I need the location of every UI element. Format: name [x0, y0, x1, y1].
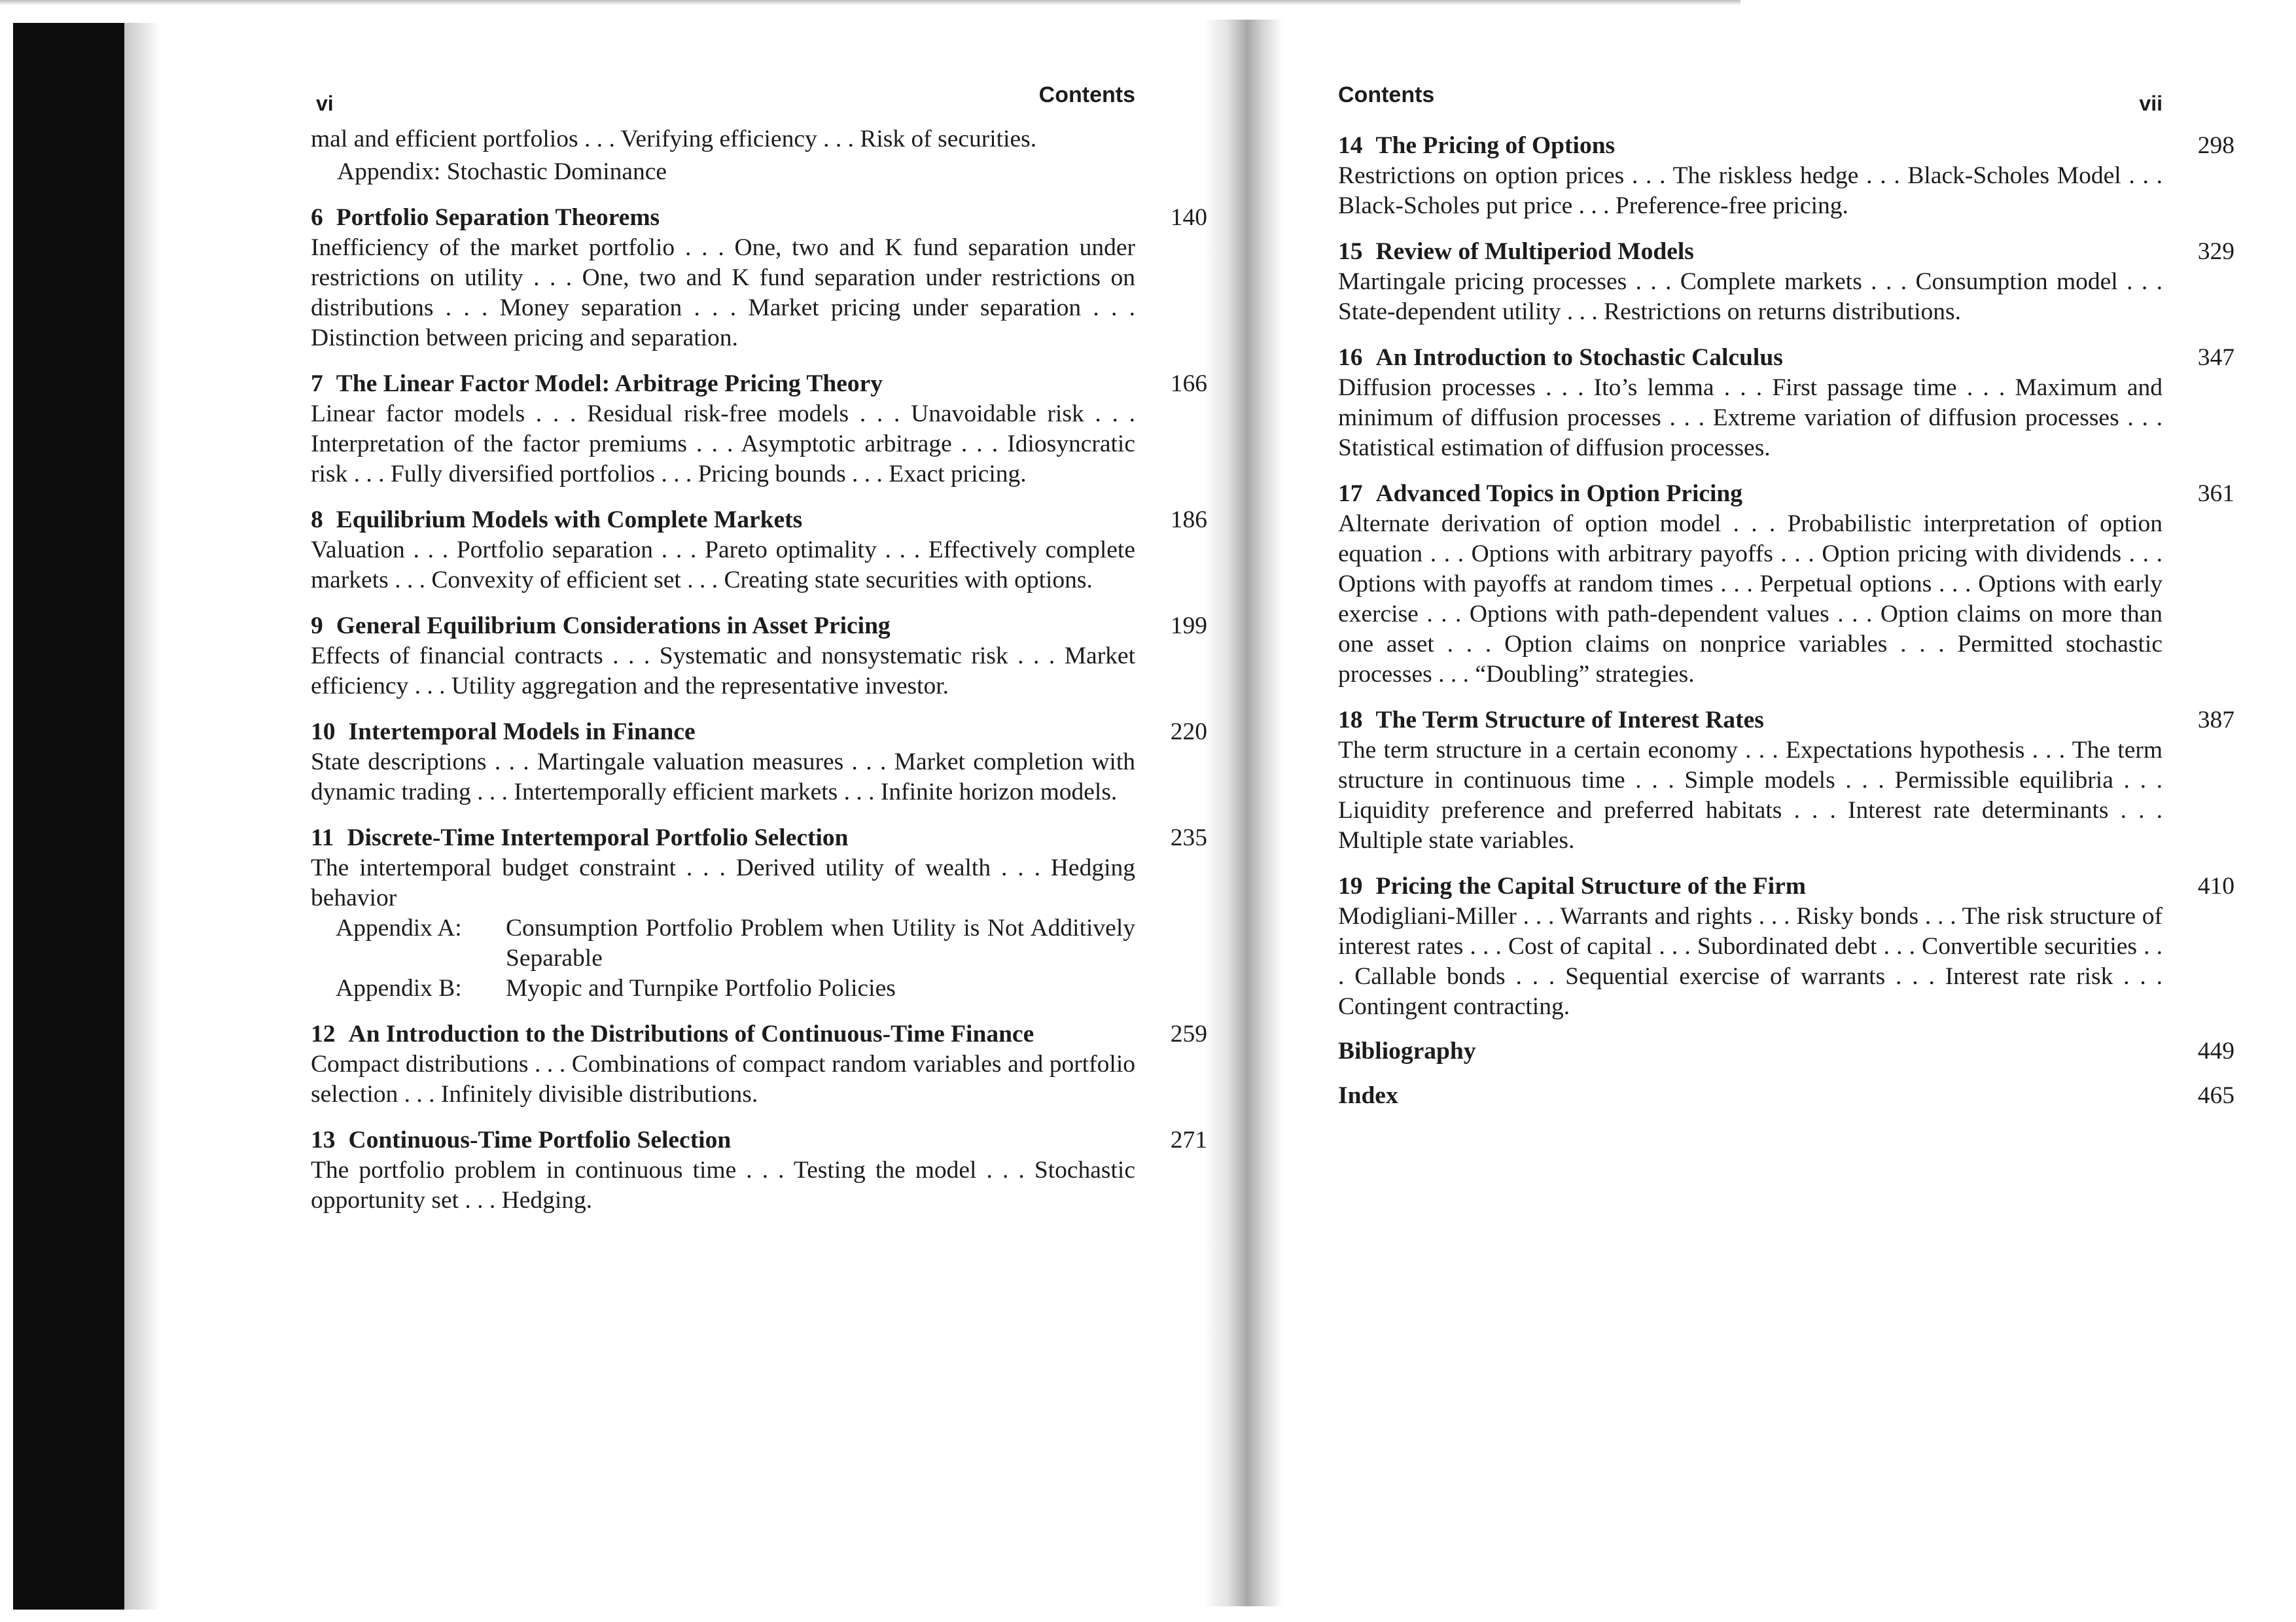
- chapter-summary: Alternate derivation of option model . . . Probabilistic interpretation of option equation . . . Options with arbitrary payoffs . . . Option pricing with dividends . . . Options with payoffs at random times . . . Perpetual options . . . Options with early exercise . . . Options with path-dependent values . . . Option claims on more than one asset . . . Option claims on nonprice variables . . . Permitted stochastic processes . . . “Doubling” strategies.: [1338, 510, 2163, 688]
- chapter-title: Review of Multiperiod Models: [1375, 238, 1694, 265]
- chapter-title: Advanced Topics in Option Pricing: [1375, 480, 1743, 507]
- toc-entry-ch15[interactable]: [1338, 237, 2234, 327]
- chapter-summary: Linear factor models . . . Residual risk-free models . . . Unavoidable risk . . . Interpretation of the factor premiums . . . Asymptotic arbitrage . . . Idiosyncratic risk . . . Fully diversified portfolios . . . Pricing bounds . . . Exact pricing.: [311, 400, 1135, 487]
- appendix-title: Myopic and Turnpike Portfolio Policies: [506, 975, 896, 1002]
- running-head-title: Contents: [1038, 82, 1135, 107]
- chapter-summary: Compact distributions . . . Combinations of compact random variables and portfolio selection . . . Infinitely divisible distributions.: [311, 1051, 1135, 1108]
- chapter-number: 15: [1338, 238, 1363, 265]
- toc-entry-bibliography[interactable]: [1338, 1036, 2234, 1067]
- appendix-label: Appendix A:: [336, 915, 462, 942]
- right-running-head: [1338, 72, 2163, 124]
- toc-entry-ch17[interactable]: [1338, 479, 2234, 690]
- chapter-page-number: 387: [2197, 707, 2234, 733]
- chapter-heading: [1338, 343, 2234, 373]
- toc-entry-ch13[interactable]: [311, 1125, 1207, 1216]
- chapter-number: 16: [1338, 344, 1363, 371]
- page-number-vii: vii: [2139, 92, 2163, 115]
- chapter-summary: Restrictions on option prices . . . The riskless hedge . . . Black-Scholes Model . . . Black-Scholes put price . . . Preference-free pricing.: [1338, 162, 2163, 219]
- appendix-label: Appendix B:: [336, 975, 462, 1002]
- page-number-vi: vi: [316, 92, 334, 115]
- chapter-title: Intertemporal Models in Finance: [348, 718, 696, 745]
- scan-binding-edge: [13, 23, 124, 1610]
- appendix-b: [336, 974, 1135, 1004]
- toc-entry-ch10[interactable]: [311, 717, 1207, 807]
- continuation-appendix: Appendix: Stochastic Dominance: [337, 158, 667, 185]
- chapter-title: The Term Structure of Interest Rates: [1375, 707, 1764, 733]
- chapter-summary: Valuation . . . Portfolio separation . . . Pareto optimality . . . Effectively complete markets . . . Convexity of efficient set . . . Creating state securities with options.: [311, 537, 1135, 593]
- chapter-heading: [311, 369, 1207, 399]
- toc-entry-ch6[interactable]: [311, 203, 1207, 353]
- chapter-heading: [1338, 479, 2234, 509]
- chapter-number: 14: [1338, 132, 1363, 159]
- toc-entry-ch18[interactable]: [1338, 705, 2234, 856]
- chapter-summary: Modigliani-Miller . . . Warrants and rights . . . Risky bonds . . . The risk structure of interest rates . . . Cost of capital . . . Subordinated debt . . . Convertible securities . . . Callable bonds . . . Sequential exercise of warrants . . . Interest rate risk . . . Contingent contracting.: [1338, 903, 2163, 1020]
- toc-entry-ch19[interactable]: [1338, 872, 2234, 1022]
- toc-entry-ch8[interactable]: [311, 505, 1207, 595]
- chapter-number: 12: [311, 1021, 336, 1048]
- chapter-number: 9: [311, 612, 323, 639]
- toc-entry-ch12[interactable]: [311, 1019, 1207, 1110]
- chapter-summary: State descriptions . . . Martingale valuation measures . . . Market completion with dynamic trading . . . Intertemporally efficient markets . . . Infinite horizon models.: [311, 749, 1135, 805]
- chapter-page-number: 235: [1170, 824, 1207, 851]
- chapter-page-number: 410: [2197, 873, 2234, 900]
- chapter-title: The Linear Factor Model: Arbitrage Pricing Theory: [336, 370, 883, 397]
- scan-top-edge: [0, 0, 1740, 5]
- chapter-title: General Equilibrium Considerations in Asset Pricing: [336, 612, 891, 639]
- chapter-page-number: 271: [1170, 1127, 1207, 1154]
- chapter-title: An Introduction to Stochastic Calculus: [1375, 344, 1783, 371]
- chapter-page-number: 298: [2197, 132, 2234, 159]
- left-page: [311, 72, 1207, 1216]
- chapter-heading: [1338, 705, 2234, 735]
- chapter-title: Pricing the Capital Structure of the Firm: [1375, 873, 1807, 900]
- chapter-page-number: 220: [1170, 718, 1207, 745]
- chapter-summary: The term structure in a certain economy . . . Expectations hypothesis . . . The term structure in continuous time . . . Simple models . . . Permissible equilibria . . . Liquidity preference and preferred habitats . . . Interest rate determinants . . . Multiple state variables.: [1338, 737, 2163, 854]
- chapter-heading: [311, 203, 1207, 233]
- chapter-heading: [311, 823, 1207, 853]
- chapter-number: 7: [311, 370, 323, 397]
- chapter-number: 13: [311, 1127, 336, 1154]
- chapter-number: 11: [311, 824, 334, 851]
- appendix-title: Consumption Portfolio Problem when Utility is Not Additively Separable: [506, 915, 1135, 972]
- toc-entry-ch7[interactable]: [311, 369, 1207, 489]
- chapter-heading: [311, 1125, 1207, 1155]
- chapter-page-number: 166: [1170, 370, 1207, 397]
- chapter-summary: Inefficiency of the market portfolio . . . One, two and K fund separation under restrictions on utility . . . One, two and K fund separation under restrictions on distributions . . . Money separation . . . Market pricing under separation . . . Distinction between pricing and separation.: [311, 234, 1135, 351]
- chapter-title: The Pricing of Options: [1375, 132, 1616, 159]
- chapter-heading: [1338, 131, 2234, 161]
- chapter-page-number: 140: [1170, 204, 1207, 231]
- chapter-title: Portfolio Separation Theorems: [336, 204, 660, 231]
- book-gutter-shadow: [1204, 20, 1282, 1606]
- chapter-page-number: 186: [1170, 506, 1207, 533]
- chapter-number: 6: [311, 204, 323, 231]
- appendix-a: [336, 913, 1135, 974]
- chapter-number: 19: [1338, 873, 1363, 900]
- continuation-text: mal and efficient portfolios . . . Verifying efficiency . . . Risk of securities.: [311, 126, 1037, 152]
- chapter-page-number: 259: [1170, 1021, 1207, 1048]
- chapter-page-number: 347: [2197, 344, 2234, 371]
- chapter-heading: [311, 1019, 1207, 1049]
- chapter-summary: The intertemporal budget constraint . . . Derived utility of wealth . . . Hedging behavior: [311, 855, 1135, 911]
- chapter-number: 10: [311, 718, 336, 745]
- chapter-number: 18: [1338, 707, 1363, 733]
- left-running-head: [311, 72, 1135, 124]
- chapter-number: 17: [1338, 480, 1363, 507]
- chapter-summary: Diffusion processes . . . Ito’s lemma . . . First passage time . . . Maximum and minimum of diffusion processes . . . Extreme variation of diffusion processes . . . Statistical estimation of diffusion processes.: [1338, 374, 2163, 461]
- toc-entry-ch14[interactable]: [1338, 131, 2234, 221]
- back-matter-title: Bibliography: [1338, 1038, 1476, 1065]
- chapter-title: Discrete-Time Intertemporal Portfolio Selection: [347, 824, 849, 851]
- chapter-page-number: 329: [2197, 238, 2234, 265]
- right-page: [1338, 72, 2234, 1111]
- chapter-heading: [311, 611, 1207, 641]
- chapter-heading: [1338, 872, 2234, 902]
- toc-entry-ch16[interactable]: [1338, 343, 2234, 463]
- toc-entry-ch11[interactable]: [311, 823, 1207, 1004]
- chapter-title: Continuous-Time Portfolio Selection: [348, 1127, 732, 1154]
- back-matter-page-number: 465: [2197, 1082, 2234, 1109]
- running-head-title: Contents: [1338, 82, 1435, 107]
- chapter-title: Equilibrium Models with Complete Markets: [336, 506, 803, 533]
- toc-entry-index[interactable]: [1338, 1081, 2234, 1111]
- chapter-heading: [311, 717, 1207, 747]
- chapter-heading: [1338, 237, 2234, 267]
- back-matter-title: Index: [1338, 1082, 1398, 1109]
- chapter-summary: The portfolio problem in continuous time . . . Testing the model . . . Stochastic opportunity set . . . Hedging.: [311, 1157, 1135, 1214]
- chapter-page-number: 199: [1170, 612, 1207, 639]
- toc-entry-ch9[interactable]: [311, 611, 1207, 701]
- chapter-summary: Effects of financial contracts . . . Systematic and nonsystematic risk . . . Market efficiency . . . Utility aggregation and the representative investor.: [311, 643, 1135, 699]
- chapter-summary: Martingale pricing processes . . . Complete markets . . . Consumption model . . . State-dependent utility . . . Restrictions on returns distributions.: [1338, 268, 2163, 325]
- chapter-title: An Introduction to the Distributions of Continuous-Time Finance: [348, 1021, 1034, 1048]
- back-matter-page-number: 449: [2197, 1038, 2234, 1065]
- chapter-number: 8: [311, 506, 323, 533]
- scan-margin-shadow: [124, 23, 160, 1610]
- chapter-page-number: 361: [2197, 480, 2234, 507]
- chapter-heading: [311, 505, 1207, 535]
